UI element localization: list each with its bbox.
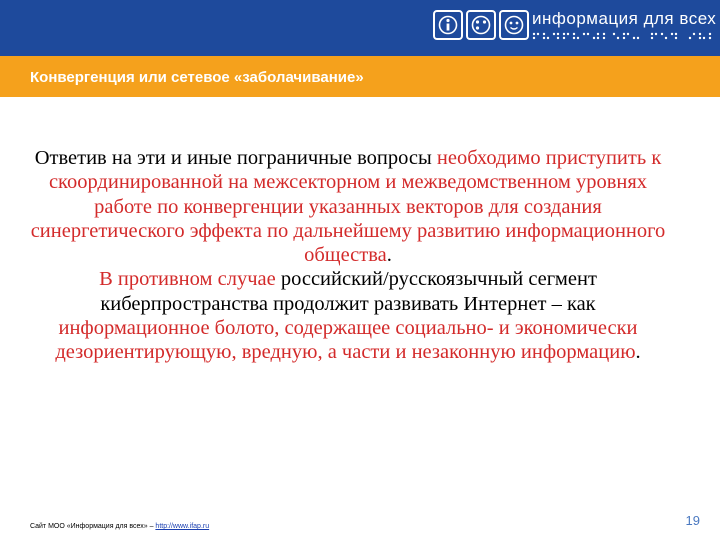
- braille-cells-icon: [466, 10, 496, 40]
- slide-title: Конвергенция или сетевое «заболачивание»: [30, 69, 364, 86]
- logo: [433, 10, 529, 44]
- p2-highlight-c: информационное болото, содержащее социально- и экономически дезориентирующую, вредную, а части и незаконную информацию: [55, 317, 638, 364]
- info-icon: [433, 10, 463, 40]
- p1-text-a: Ответив на эти и иные пограничные вопросы: [34, 147, 437, 169]
- footer-link[interactable]: http://www.ifap.ru: [155, 523, 210, 530]
- slide-body: [30, 146, 666, 365]
- smiley-icon: [499, 10, 529, 40]
- paragraph-2: [30, 267, 666, 364]
- p2-highlight-a: В противном случае: [99, 268, 276, 291]
- logo-text: информация для всех: [532, 9, 717, 28]
- p2-text-d: .: [635, 341, 641, 364]
- p1-text-c: .: [386, 244, 392, 267]
- paragraph-1: [30, 146, 666, 267]
- page-number: 19: [685, 513, 700, 528]
- p1-highlight: необходимо приступить к скоординированной на межсекторном и межведомственном уровнях работе по конвергенции указанных векторов для создания синергетического эффекта по дальнейшему развитию информационного общества: [30, 147, 666, 267]
- footer-text: Сайт МОО «Информация для всех» –: [30, 523, 156, 530]
- braille-strip-icon: [532, 32, 714, 42]
- footer: [30, 523, 209, 530]
- p2-text-b: российский/русскоязычный сегмент киберпространства продолжит развивать Интернет – как: [100, 268, 597, 315]
